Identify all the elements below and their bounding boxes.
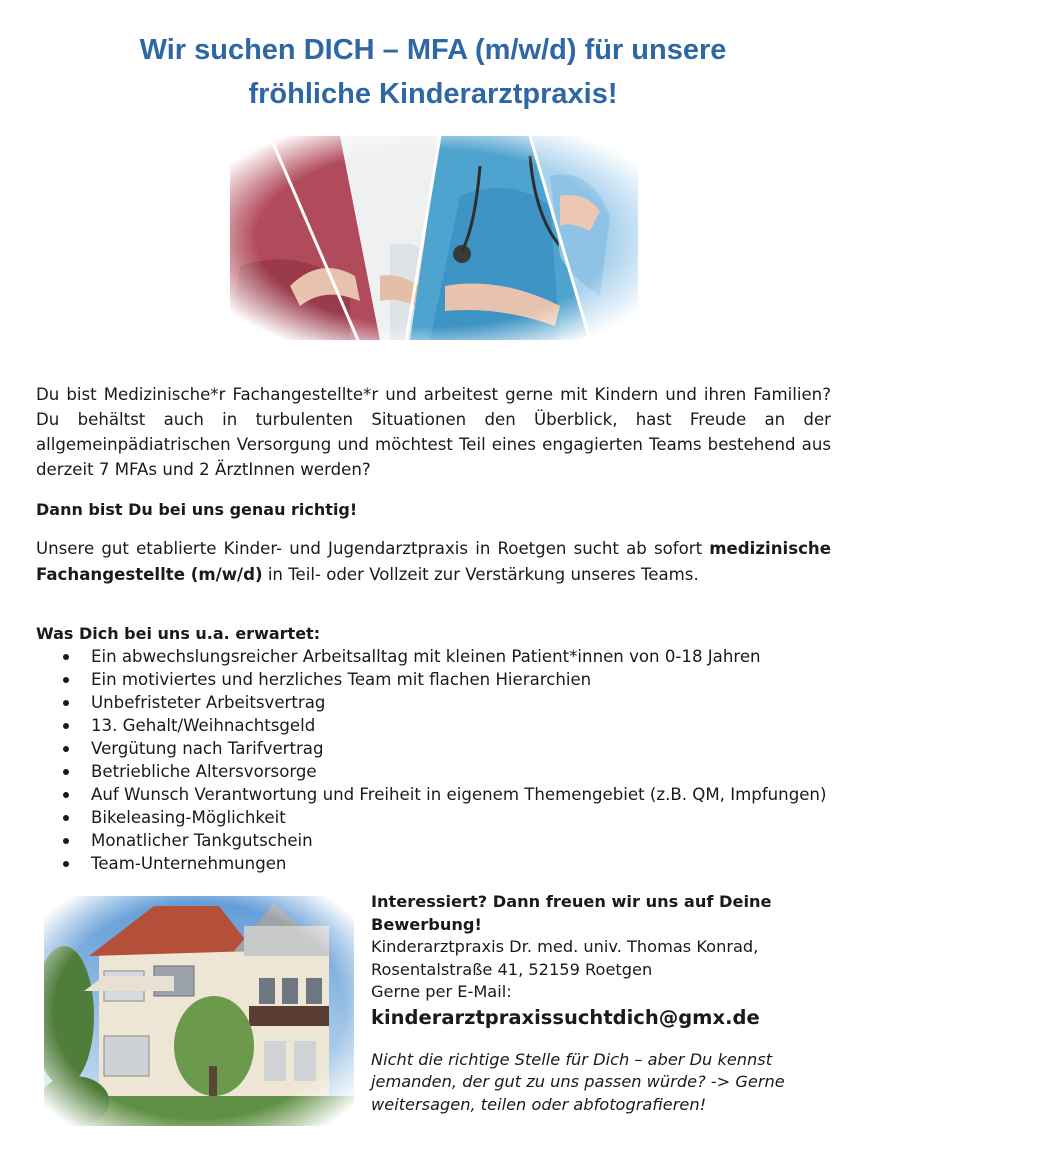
- callout-text: Dann bist Du bei uns genau richtig!: [36, 500, 358, 519]
- list-item: [36, 760, 826, 783]
- list-item: [36, 737, 826, 760]
- contact-block: [371, 891, 791, 1116]
- page-title: [60, 28, 806, 116]
- list-item-text: Bikeleasing-Möglichkeit: [91, 808, 286, 827]
- intro-paragraph: Du bist Medizinische*r Fachangestellte*r und arbeitest gerne mit Kindern und ihren Familien? Du behältst auch in turbulenten Situationen den Überblick, hast Freude an der allgemeinpädiatrischen Versorgung und möchtest Teil eines engagierten Teams bestehend aus derzeit 7 MFAs und 2 ÄrztInnen werden?: [36, 385, 831, 479]
- list-item-text: Betriebliche Altersvorsorge: [91, 762, 317, 781]
- bullet-icon: [63, 654, 69, 660]
- share-note: Nicht die richtige Stelle für Dich – aber Du kennst jemanden, der gut zu uns passen würde? -> Gerne weitersagen, teilen oder abfotografieren!: [371, 1049, 785, 1114]
- bullet-icon: [63, 838, 69, 844]
- list-item: [36, 668, 826, 691]
- list-item: [36, 714, 826, 737]
- email-label: Gerne per E-Mail:: [371, 982, 512, 1001]
- benefits-heading: Was Dich bei uns u.a. erwartet:: [36, 624, 321, 643]
- list-item-text: Ein motiviertes und herzliches Team mit flachen Hierarchien: [91, 670, 592, 689]
- title-line-2: fröhliche Kinderarztpraxis!: [248, 78, 618, 110]
- bullet-icon: [63, 792, 69, 798]
- email-address[interactable]: kinderarztpraxissuchtdich@gmx.de: [371, 1005, 760, 1029]
- practice-address: Rosentalstraße 41, 52159 Roetgen: [371, 959, 653, 979]
- offer-position-title: medizinische Fachangestellte (m/w/d): [36, 539, 831, 584]
- practice-building-photo: [44, 896, 354, 1126]
- bullet-icon: [63, 815, 69, 821]
- bullet-icon: [63, 861, 69, 867]
- list-item: [36, 783, 826, 806]
- list-item-text: 13. Gehalt/Weihnachtsgeld: [91, 716, 316, 735]
- bullet-icon: [63, 700, 69, 706]
- list-item: [36, 645, 826, 668]
- offer-paragraph: [36, 536, 831, 588]
- title-line-1: Wir suchen DICH – MFA (m/w/d) für unsere: [139, 34, 727, 66]
- medical-staff-photo: [230, 136, 638, 340]
- bullet-icon: [63, 723, 69, 729]
- list-item-text: Team-Unternehmungen: [91, 854, 287, 873]
- bullet-icon: [63, 769, 69, 775]
- list-item-text: Monatlicher Tankgutschein: [91, 831, 313, 850]
- list-item: [36, 852, 826, 875]
- list-item-text: Vergütung nach Tarifvertrag: [91, 739, 324, 758]
- bullet-icon: [63, 746, 69, 752]
- list-item-text: Unbefristeter Arbeitsvertrag: [91, 693, 326, 712]
- benefits-list: [36, 645, 826, 875]
- offer-text-end: in Teil- oder Vollzeit zur Verstärkung unseres Teams.: [262, 565, 699, 584]
- contact-heading: Interessiert? Dann freuen wir uns auf Deine Bewerbung!: [371, 892, 772, 934]
- list-item: [36, 806, 826, 829]
- list-item-text: Ein abwechslungsreicher Arbeitsalltag mit kleinen Patient*innen von 0-18 Jahren: [91, 647, 761, 666]
- offer-text-start: Unsere gut etablierte Kinder- und Jugendarztpraxis in Roetgen sucht ab sofort: [36, 539, 710, 558]
- practice-name: Kinderarztpraxis Dr. med. univ. Thomas Konrad,: [371, 937, 759, 956]
- list-item: [36, 691, 826, 714]
- list-item-text: Auf Wunsch Verantwortung und Freiheit in eigenem Themengebiet (z.B. QM, Impfungen): [91, 785, 827, 804]
- bullet-icon: [63, 677, 69, 683]
- list-item: [36, 829, 826, 852]
